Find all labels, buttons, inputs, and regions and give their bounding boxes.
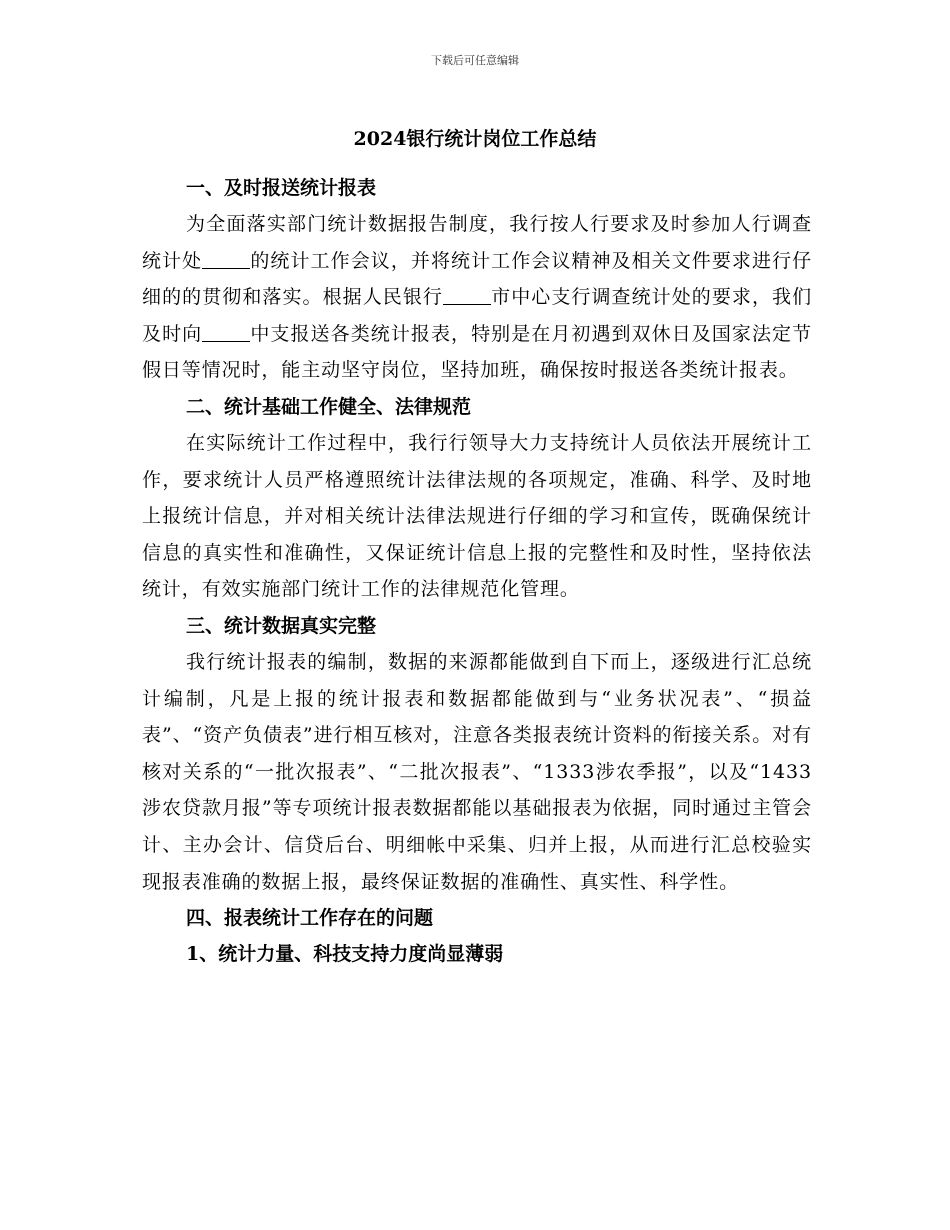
paragraph-text: 的统计工作会议，并将统计工作会议精神及相关文件要求进行仔细的的贯彻和落实。根据人民银行 <box>142 249 813 309</box>
section-paragraph-3: 我行统计报表的编制，数据的来源都能做到自下而上，逐级进行汇总统计编制，凡是上报的统计报表和数据都能做到与“业务状况表”、“损益表”、“资产负债表”进行相互核对，注意各类报表统计资料的衔接关系。对有核对关系的“一批次报表”、“二批次报表”、“1333涉农季报”，以及“1433涉农贷款月报”等专项统计报表数据都能以基础报表为依据，同时通过主管会计、主办会计、信贷后台、明细帐中采集、归并上报，从而进行汇总校验实现报表准确的数据上报，最终保证数据的准确性、真实性、科学性。 <box>142 650 812 893</box>
section-heading-4: 四、报表统计工作存在的问题 <box>186 907 434 930</box>
subsection-heading-1: 1、统计力量、科技支持力度尚显薄弱 <box>186 943 504 966</box>
page-header-note: 下载后可任意编辑 <box>431 54 519 67</box>
document-title: 2024银行统计岗位工作总结 <box>353 128 597 150</box>
paragraph-text: 为全面落实部门统计数据报告制度，我行按人行要求及时参加人行调查统计处 <box>142 213 812 272</box>
section-heading-2: 二、统计基础工作健全、法律规范 <box>186 395 472 418</box>
fill-in-blank <box>443 285 491 305</box>
section-paragraph-2: 在实际统计工作过程中，我行行领导大力支持统计人员依法开展统计工作，要求统计人员严格遵照统计法律法规的各项规定，准确、科学、及时地上报统计信息，并对相关统计法律法规进行仔细的学习和宣传，既确保统计信息的真实性和准确性，又保证统计信息上报的完整性和及时性，坚持依法统计，有效实施部门统计工作的法律规范化管理。 <box>142 431 812 601</box>
section-paragraph-1 <box>142 206 812 389</box>
fill-in-blank <box>202 322 250 342</box>
fill-in-blank <box>202 249 250 269</box>
section-heading-1: 一、及时报送统计报表 <box>186 177 377 199</box>
paragraph-text: 市中心支行调查统计处的要求，我们及时向 <box>142 286 812 345</box>
paragraph-text: 中支报送各类统计报表，特别是在月初遇到双休日及国家法定节假日等情况时，能主动坚守岗位，坚持加班，确保按时报送各类统计报表。 <box>142 322 813 382</box>
section-heading-3: 三、统计数据真实完整 <box>186 614 377 637</box>
document-body <box>142 170 812 972</box>
